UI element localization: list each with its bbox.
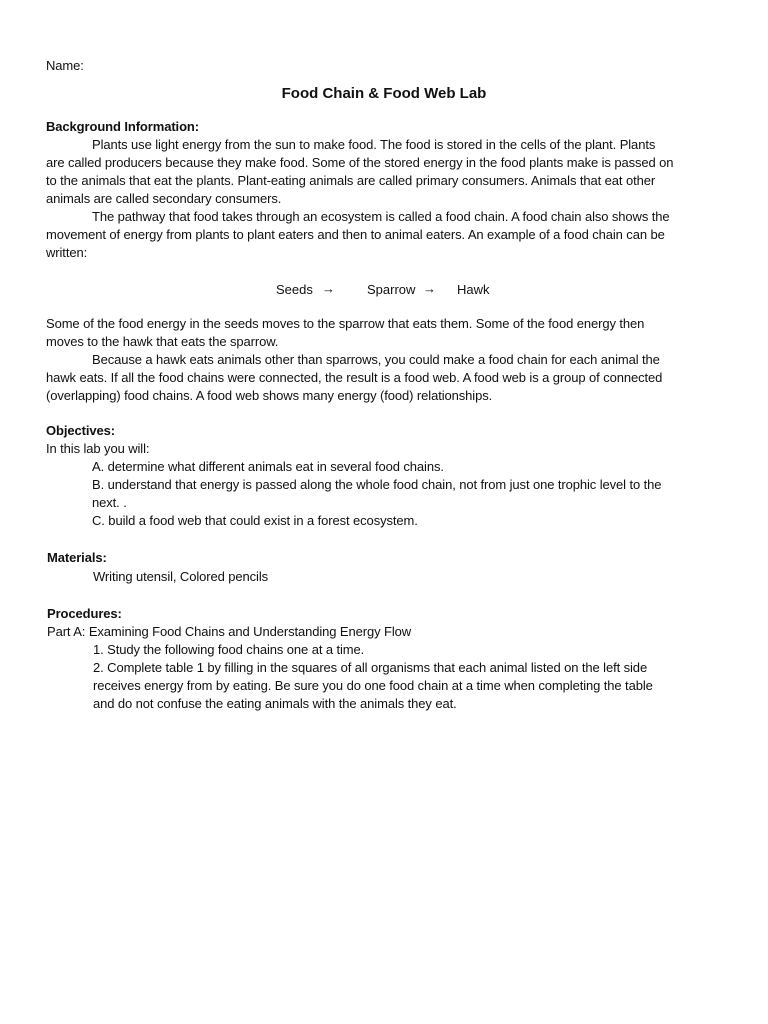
materials-heading: Materials:: [47, 550, 107, 565]
objective-item: B. understand that energy is passed along the whole food chain, not from just one trophic level to the: [92, 477, 662, 492]
background-heading: Background Information:: [46, 119, 199, 134]
background-p3-line: moves to the hawk that eats the sparrow.: [46, 334, 279, 349]
chain-item-sparrow: Sparrow: [367, 282, 416, 297]
background-p2-line: written:: [46, 245, 88, 260]
objective-item: A. determine what different animals eat in several food chains.: [92, 459, 444, 474]
background-p1-line: Plants use light energy from the sun to make food. The food is stored in the cells of the plant. Plants: [92, 137, 656, 152]
chain-item-hawk: Hawk: [457, 282, 490, 297]
document-title: Food Chain & Food Web Lab: [281, 85, 487, 102]
background-p4-line: Because a hawk eats animals other than sparrows, you could make a food chain for each animal the: [92, 352, 660, 367]
procedure-step: 2. Complete table 1 by filling in the squares of all organisms that each animal listed on the left side: [93, 660, 648, 675]
materials-text: Writing utensil, Colored pencils: [93, 569, 269, 584]
arrow-right-icon: →: [322, 281, 335, 296]
background-p2-line: The pathway that food takes through an ecosystem is called a food chain. A food chain also shows the: [92, 209, 670, 224]
background-p4-line: (overlapping) food chains. A food web shows many energy (food) relationships.: [46, 388, 493, 403]
name-label: Name:: [46, 58, 84, 73]
background-p1-line: to the animals that eat the plants. Plant-eating animals are called primary consumers. Animals that eat other: [46, 173, 656, 188]
objectives-heading: Objectives:: [46, 423, 115, 438]
chain-item-seeds: Seeds: [276, 282, 313, 297]
background-p2-line: movement of energy from plants to plant eaters and then to animal eaters. An example of a food chain can be: [46, 227, 665, 242]
objective-item: C. build a food web that could exist in a forest ecosystem.: [92, 513, 418, 528]
procedures-part-a: Part A: Examining Food Chains and Understanding Energy Flow: [47, 624, 412, 639]
background-p1-line: are called producers because they make food. Some of the stored energy in the food plants make is passed on: [46, 155, 674, 170]
procedure-step: 1. Study the following food chains one at a time.: [93, 642, 365, 657]
procedures-heading: Procedures:: [47, 606, 122, 621]
objectives-intro: In this lab you will:: [46, 441, 150, 456]
arrow-right-icon: →: [423, 281, 436, 296]
procedure-step: receives energy from by eating. Be sure you do one food chain at a time when completing the table: [93, 678, 653, 693]
background-p1-line: animals are called secondary consumers.: [46, 191, 282, 206]
background-p3-line: Some of the food energy in the seeds moves to the sparrow that eats them. Some of the food energy then: [46, 316, 645, 331]
objective-item: next. .: [92, 495, 127, 510]
procedure-step: and do not confuse the eating animals with the animals they eat.: [93, 696, 457, 711]
background-p4-line: hawk eats. If all the food chains were connected, the result is a food web. A food web is a group of connected: [46, 370, 663, 385]
